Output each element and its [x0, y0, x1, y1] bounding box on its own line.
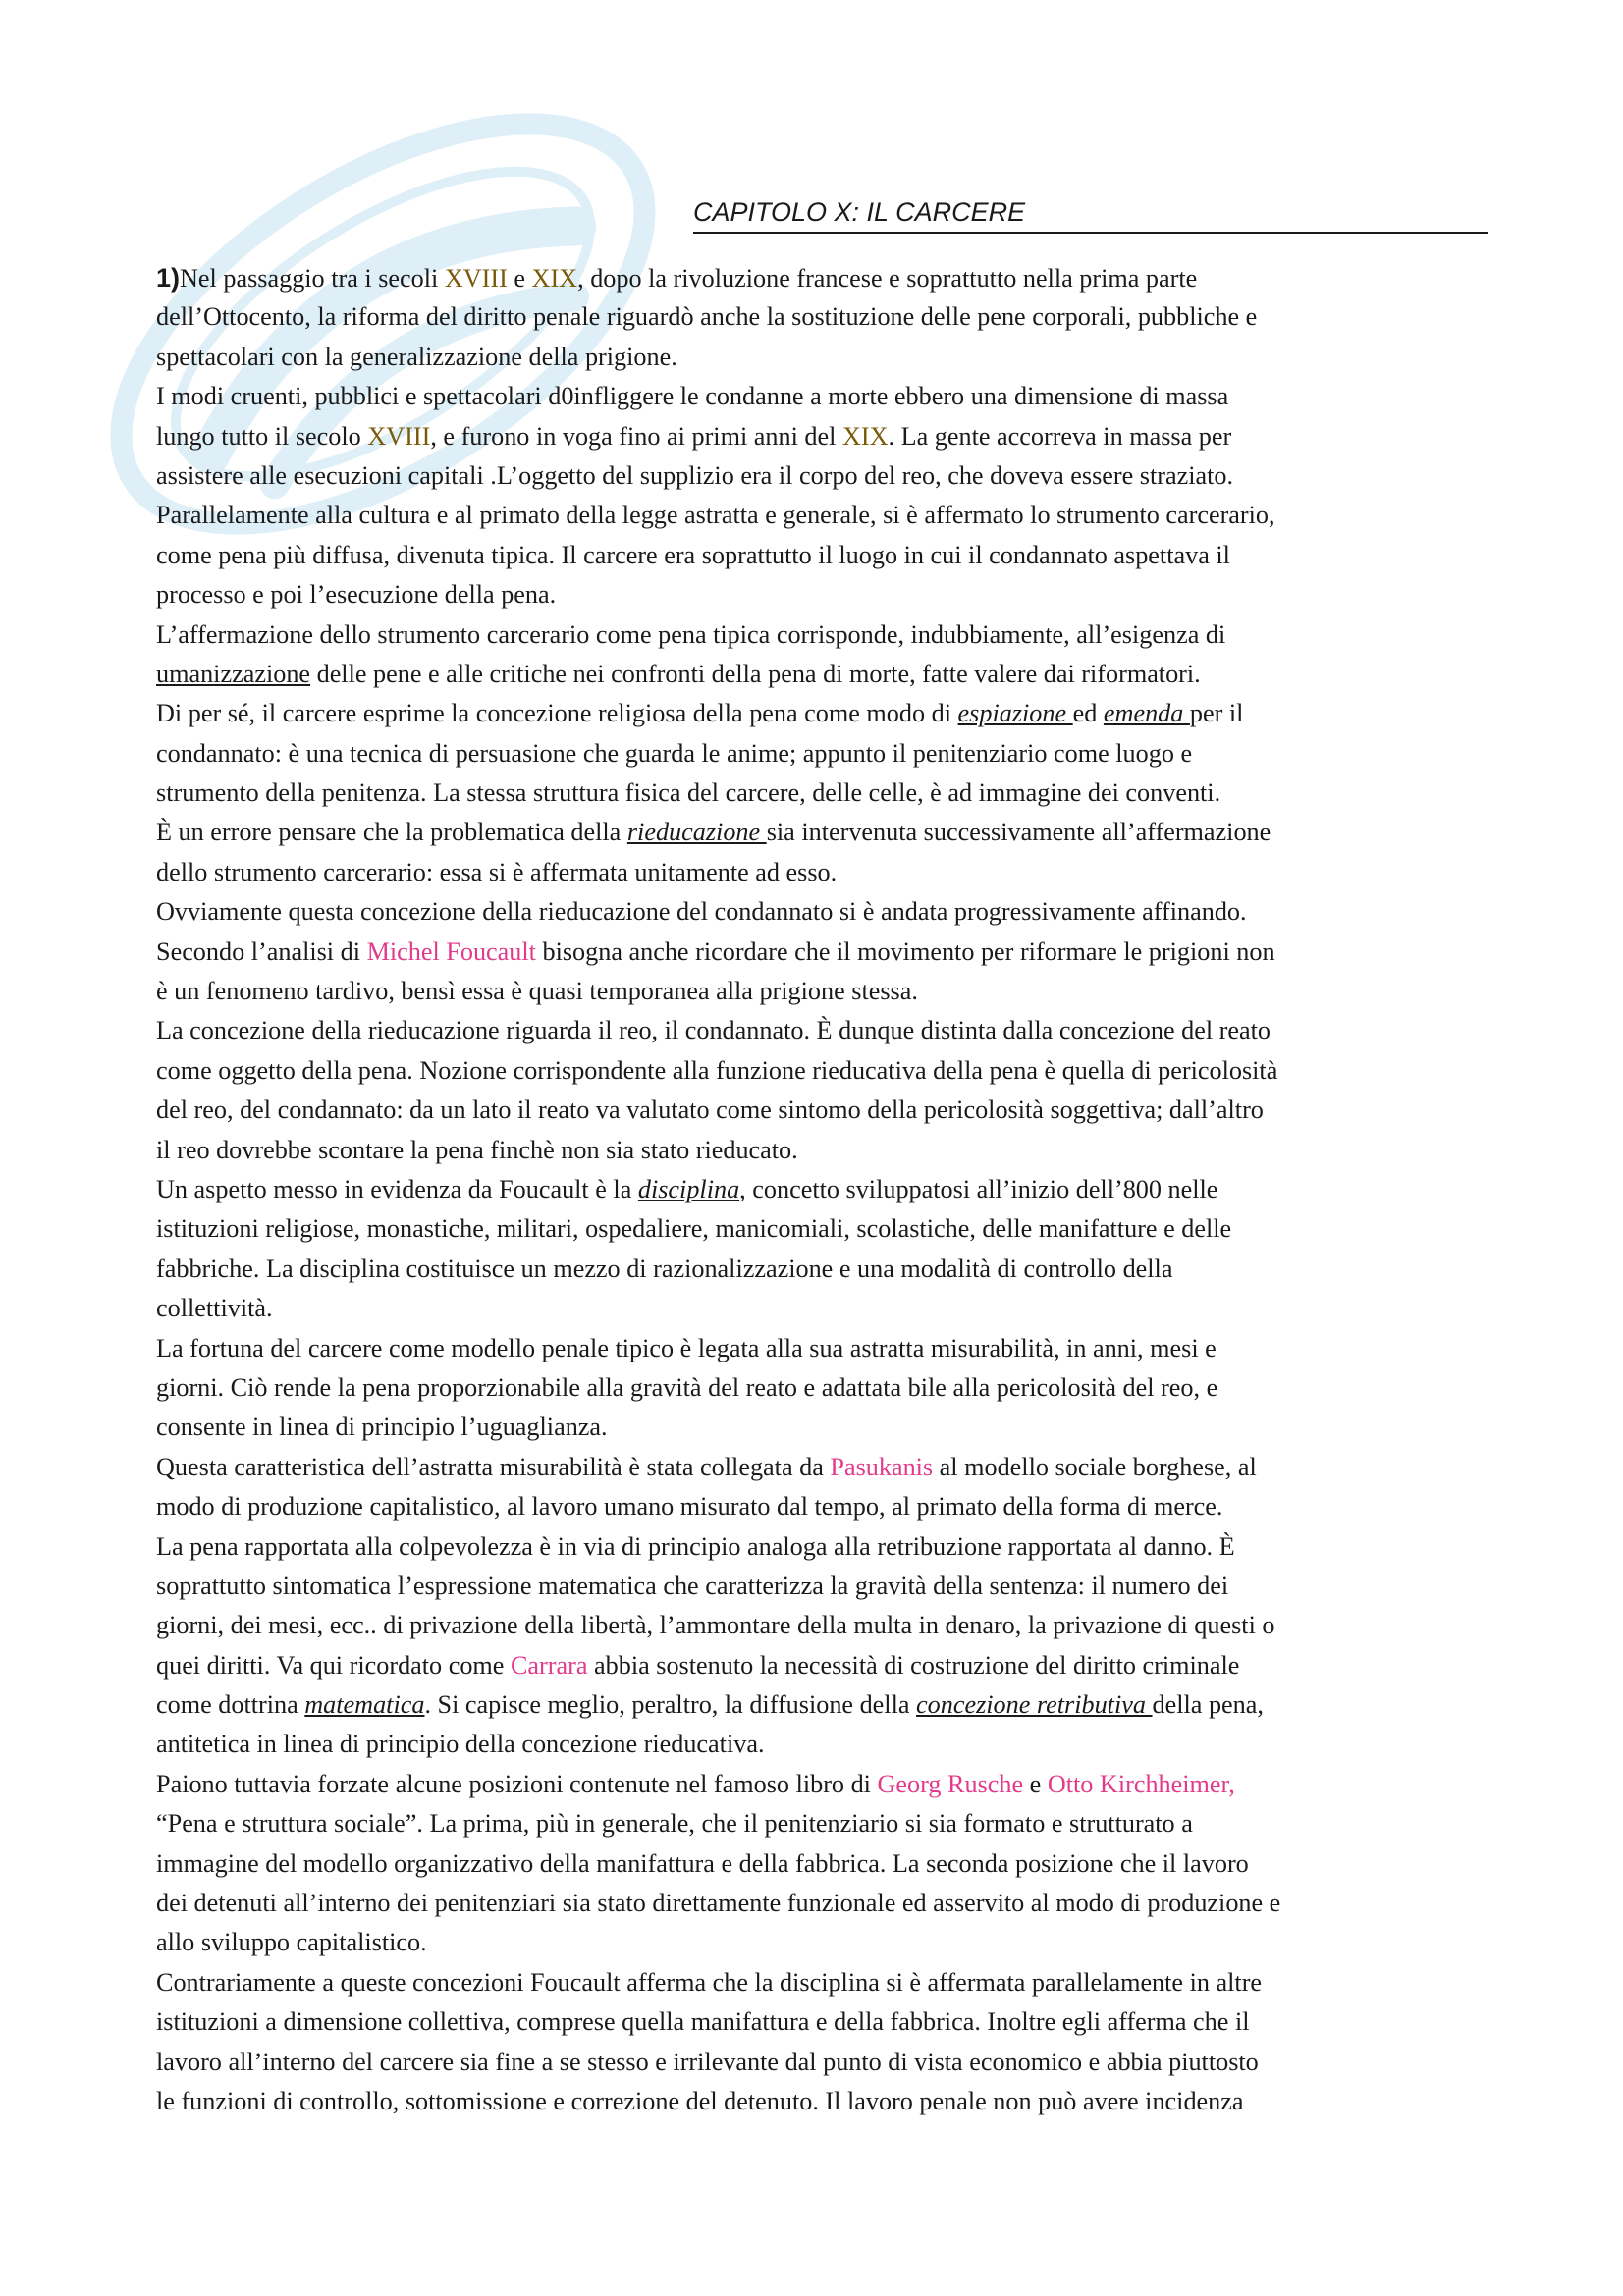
text-line	[156, 297, 1482, 337]
text-run: L’affermazione dello strumento carcerario come pena tipica corrisponde, indubbiamente, all’esigenza di	[156, 619, 1226, 649]
text-run: , dopo la rivoluzione francese e soprattutto nella prima parte	[577, 264, 1198, 293]
text-line	[156, 2082, 1482, 2121]
emphasis-text: emenda	[1103, 699, 1190, 728]
text-run: le funzioni di controllo, sottomissione e correzione del detenuto. Il lavoro penale non può avere incidenza	[156, 2086, 1244, 2115]
page-title: CAPITOLO X: IL CARCERE	[693, 192, 1488, 234]
person-name: Michel Foucault	[366, 936, 536, 966]
text-line	[156, 1250, 1482, 1289]
text-run: La concezione della rieducazione riguarda il reo, il condannato. È dunque distinta dalla concezione del reato	[156, 1016, 1271, 1045]
text-run: quei diritti. Va qui ricordato come	[156, 1650, 511, 1680]
text-run: La fortuna del carcere come modello penale tipico è legata alla sua astratta misurabilità, in anni, mesi e	[156, 1333, 1217, 1362]
emphasis-text: matematica	[304, 1690, 425, 1720]
roman-numeral: XIX	[841, 421, 889, 451]
text-line	[156, 972, 1482, 1011]
text-line	[156, 813, 1482, 852]
text-run: istituzioni a dimensione collettiva, comprese quella manifattura e della fabbrica. Inoltre egli afferma che il	[156, 2007, 1250, 2037]
text-line	[156, 1011, 1482, 1050]
emphasis-text: disciplina	[637, 1174, 740, 1203]
text-run: giorni. Ciò rende la pena proporzionabile alla gravità del reato e adattata bile alla pericolosità del reo, e	[156, 1372, 1218, 1402]
emphasis-text: concezione retributiva	[916, 1690, 1153, 1720]
text-run: assistere alle esecuzioni capitali .L’oggetto del supplizio era il corpo del reo, che doveva essere straziato.	[156, 460, 1234, 490]
text-run: dei detenuti all’interno dei penitenziari sia stato direttamente funzionale ed asservito al modo di produzione e	[156, 1889, 1281, 1918]
text-line	[156, 1606, 1482, 1645]
text-line	[156, 1408, 1482, 1447]
text-run: Paiono tuttavia forzate alcune posizioni contenute nel famoso libro di	[156, 1769, 878, 1798]
text-line	[156, 1170, 1482, 1209]
text-line	[156, 1448, 1482, 1487]
text-line	[156, 1685, 1482, 1725]
text-run: Nel passaggio tra i secoli	[180, 264, 445, 293]
text-line	[156, 1527, 1482, 1567]
text-run: consente in linea di principio l’uguaglianza.	[156, 1413, 608, 1442]
text-line	[156, 1884, 1482, 1923]
text-run: spettacolari con la generalizzazione della prigione.	[156, 342, 677, 371]
text-line	[156, 2043, 1482, 2082]
text-line	[156, 1725, 1482, 1764]
emphasis-text: rieducazione	[626, 818, 767, 847]
text-line	[156, 1567, 1482, 1606]
text-run: “Pena e struttura sociale”. La prima, più in generale, che il penitenziario si sia formato e strutturato a	[156, 1809, 1193, 1839]
text-run: Secondo l’analisi di	[156, 936, 367, 966]
text-line	[156, 1765, 1482, 1804]
text-line	[156, 1844, 1482, 1884]
text-line	[156, 1963, 1482, 2002]
text-run: dello strumento carcerario: essa si è affermata unitamente ad esso.	[156, 857, 838, 886]
text-line	[156, 575, 1482, 614]
text-line	[156, 1368, 1482, 1408]
text-run: giorni, dei mesi, ecc.. di privazione della libertà, l’ammontare della multa in denaro, la privazione di questi o	[156, 1611, 1275, 1640]
text-run: modo di produzione capitalistico, al lavoro umano misurato dal tempo, al primato della forma di merce.	[156, 1492, 1223, 1522]
text-run: . La gente accorreva in massa per	[888, 421, 1232, 451]
text-run: antitetica in linea di principio della concezione rieducativa.	[156, 1730, 765, 1759]
section-number: 1)	[156, 263, 181, 293]
text-run: I modi cruenti, pubblici e spettacolari d0infliggere le condanne a morte ebbero una dimensione di massa	[156, 382, 1229, 411]
text-line	[156, 456, 1482, 496]
text-run: Questa caratteristica dell’astratta misurabilità è stata collegata da	[156, 1452, 831, 1481]
text-line	[156, 536, 1482, 575]
text-line	[156, 338, 1482, 377]
text-line	[156, 1131, 1482, 1170]
text-run: è un fenomeno tardivo, bensì essa è quasi temporanea alla prigione stessa.	[156, 977, 918, 1006]
text-line	[156, 734, 1482, 774]
roman-numeral: XVIII	[367, 421, 431, 451]
text-run: Ovviamente questa concezione della rieducazione del condannato si è andata progressivamente affinando.	[156, 897, 1247, 927]
text-line	[156, 1209, 1482, 1249]
text-line	[156, 377, 1482, 416]
text-run: della pena,	[1152, 1690, 1264, 1720]
text-run: Di per sé, il carcere esprime la concezione religiosa della pena come modo di	[156, 699, 958, 728]
text-line	[156, 1289, 1482, 1328]
text-line	[156, 417, 1482, 456]
text-run: fabbriche. La disciplina costituisce un mezzo di razionalizzazione e una modalità di controllo della	[156, 1254, 1173, 1283]
person-name: Carrara	[510, 1650, 588, 1680]
roman-numeral: XIX	[531, 264, 578, 293]
text-run: al modello sociale borghese, al	[933, 1452, 1257, 1481]
text-run: . Si capisce meglio, peraltro, la diffusione della	[424, 1690, 917, 1720]
text-line	[156, 853, 1482, 892]
text-run: per il	[1189, 699, 1244, 728]
text-run: come pena più diffusa, divenuta tipica. Il carcere era soprattutto il luogo in cui il condannato aspettava il	[156, 540, 1230, 569]
text-run: condannato: è una tecnica di persuasione che guarda le anime; appunto il penitenziario come luogo e	[156, 738, 1193, 768]
text-run: delle pene e alle critiche nei confronti della pena di morte, fatte valere dai riformatori.	[310, 659, 1201, 688]
text-line	[156, 933, 1482, 972]
text-run: e	[507, 264, 532, 293]
text-run: Parallelamente alla cultura e al primato della legge astratta e generale, si è affermato lo strumento carcerario,	[156, 501, 1275, 530]
text-run: È un errore pensare che la problematica della	[156, 818, 627, 847]
text-line	[156, 1091, 1482, 1130]
text-run: immagine del modello organizzativo della manifattura e della fabbrica. La seconda posizione che il lavoro	[156, 1848, 1249, 1878]
emphasis-text: espiazione	[957, 699, 1073, 728]
person-name: Pasukanis	[830, 1452, 934, 1481]
text-run: lavoro all’interno del carcere sia fine a se stesso e irrilevante dal punto di vista economico e abbia piuttosto	[156, 2047, 1259, 2076]
text-run: dell’Ottocento, la riforma del diritto penale riguardò anche la sostituzione delle pene corporali, pubbliche e	[156, 302, 1258, 332]
text-line	[156, 615, 1482, 655]
text-line	[156, 892, 1482, 932]
person-name: Otto Kirchheimer,	[1047, 1769, 1235, 1798]
document-body	[156, 258, 1482, 2121]
text-line	[156, 258, 1482, 297]
text-run: abbia sostenuto la necessità di costruzione del diritto criminale	[587, 1650, 1240, 1680]
text-run: processo e poi l’esecuzione della pena.	[156, 580, 557, 610]
text-run: lungo tutto il secolo	[156, 421, 368, 451]
text-line	[156, 694, 1482, 733]
text-run: e	[1023, 1769, 1048, 1798]
text-run: istituzioni religiose, monastiche, militari, ospedaliere, manicomiali, scolastiche, delle manifatture e delle	[156, 1214, 1232, 1244]
text-line	[156, 1329, 1482, 1368]
text-run: bisogna anche ricordare che il movimento per riformare le prigioni non	[535, 936, 1275, 966]
text-run: come oggetto della pena. Nozione corrispondente alla funzione rieducativa della pena è quella di pericolosità	[156, 1055, 1278, 1085]
text-run: allo sviluppo capitalistico.	[156, 1928, 427, 1957]
text-run: come dottrina	[156, 1690, 305, 1720]
text-run: ed	[1072, 699, 1104, 728]
text-line	[156, 1051, 1482, 1091]
text-line	[156, 496, 1482, 535]
text-run: del reo, del condannato: da un lato il reato va valutato come sintomo della pericolosità soggettiva; dall’altro	[156, 1095, 1264, 1125]
emphasis-text: umanizzazione	[156, 659, 311, 688]
text-line	[156, 1646, 1482, 1685]
text-run: strumento della penitenza. La stessa struttura fisica del carcere, delle celle, è ad immagine dei conventi.	[156, 778, 1221, 808]
text-run: La pena rapportata alla colpevolezza è in via di principio analoga alla retribuzione rapportata al danno. È	[156, 1531, 1235, 1561]
text-line	[156, 2002, 1482, 2042]
text-line	[156, 774, 1482, 813]
text-run: , e furono in voga fino ai primi anni del	[430, 421, 842, 451]
text-run: sia intervenuta successivamente all’affermazione	[766, 818, 1271, 847]
text-run: il reo dovrebbe scontare la pena finchè non sia stato rieducato.	[156, 1135, 798, 1164]
text-line	[156, 1923, 1482, 1962]
text-line	[156, 655, 1482, 694]
text-run: , concetto sviluppatosi all’inizio dell’800 nelle	[739, 1174, 1218, 1203]
roman-numeral: XVIII	[444, 264, 508, 293]
text-line	[156, 1804, 1482, 1843]
person-name: Georg Rusche	[877, 1769, 1024, 1798]
text-run: Contrariamente a queste concezioni Foucault afferma che la disciplina si è affermata parallelamente in altre	[156, 1967, 1263, 1997]
text-run: soprattutto sintomatica l’espressione matematica che caratterizza la gravità della sentenza: il numero dei	[156, 1571, 1229, 1600]
text-line	[156, 1487, 1482, 1526]
text-run: collettività.	[156, 1294, 273, 1323]
text-run: Un aspetto messo in evidenza da Foucault è la	[156, 1174, 638, 1203]
